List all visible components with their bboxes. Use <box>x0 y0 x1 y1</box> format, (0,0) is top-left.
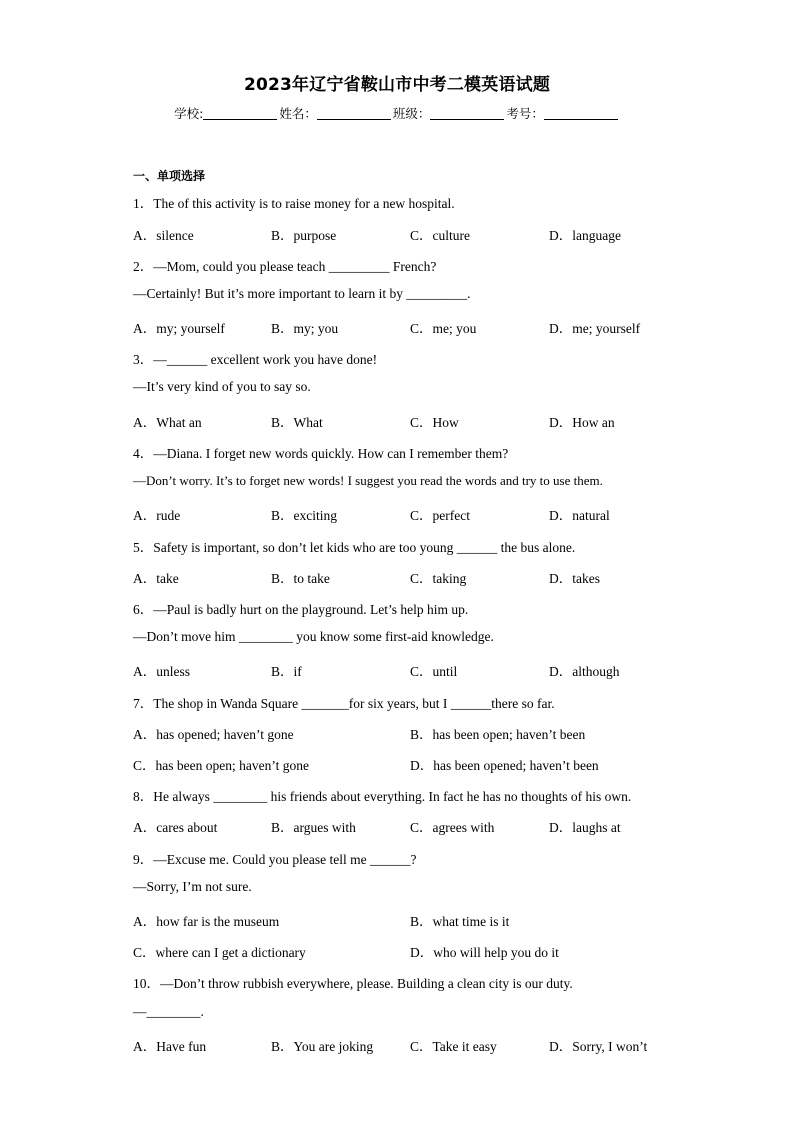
question-2-option-a[interactable]: A．my; yourself <box>133 321 225 336</box>
name-blank[interactable] <box>317 107 391 120</box>
question-10-option-b[interactable]: B．You are joking <box>271 1039 374 1054</box>
question-8-option-d[interactable]: D．laughs at <box>549 820 621 835</box>
class-label: 班级： <box>392 106 431 121</box>
question-4-option-d[interactable]: D．natural <box>549 508 610 523</box>
question-6-stem: 6．—Paul is badly hurt on the playground. Let’s help him up. <box>133 602 469 617</box>
question-5-option-d[interactable]: D．takes <box>549 571 600 586</box>
question-9-option-a[interactable]: A．how far is the museum <box>133 914 280 929</box>
number-blank[interactable] <box>544 107 618 120</box>
question-5-option-c[interactable]: C．taking <box>410 571 467 586</box>
section-title: 一、单项选择 <box>133 169 206 183</box>
question-2-option-b[interactable]: B．my; you <box>271 321 339 336</box>
question-4-option-b[interactable]: B．exciting <box>271 508 337 523</box>
question-3-option-d[interactable]: D．How an <box>549 415 615 430</box>
question-9-reply: —Sorry, I’m not sure. <box>133 879 252 894</box>
school-label: 学校: <box>174 106 204 121</box>
question-2-option-c[interactable]: C．me; you <box>410 321 477 336</box>
question-8-stem: 8．He always ________ his friends about everything. In fact he has no thoughts of his own. <box>133 789 632 804</box>
question-3-option-c[interactable]: C．How <box>410 415 459 430</box>
question-10-reply: —________. <box>133 1004 204 1019</box>
question-6-option-b[interactable]: B．if <box>271 664 302 679</box>
question-6-option-a[interactable]: A．unless <box>133 664 190 679</box>
question-2-reply: —Certainly! But it’s more important to learn it by _________. <box>133 286 471 301</box>
question-1-stem: 1．The of this activity is to raise money for a new hospital. <box>133 196 455 211</box>
question-1-option-b[interactable]: B．purpose <box>271 228 337 243</box>
question-9-stem: 9．—Excuse me. Could you please tell me ______? <box>133 852 417 867</box>
name-label: 姓名： <box>279 106 317 121</box>
question-4-stem: 4．—Diana. I forget new words quickly. How can I remember them? <box>133 446 509 461</box>
question-5-option-b[interactable]: B．to take <box>271 571 330 586</box>
question-3-option-a[interactable]: A．What an <box>133 415 202 430</box>
question-8-option-a[interactable]: A．cares about <box>133 820 218 835</box>
number-label: 考号： <box>506 106 544 121</box>
question-8-option-b[interactable]: B．argues with <box>271 820 356 835</box>
student-info-row <box>0 104 794 122</box>
question-1-option-a[interactable]: A．silence <box>133 228 194 243</box>
question-7-option-d[interactable]: D．has been opened; haven’t been <box>410 758 599 773</box>
question-5-stem: 5．Safety is important, so don’t let kids who are too young ______ the bus alone. <box>133 540 576 555</box>
question-5-option-a[interactable]: A．take <box>133 571 179 586</box>
question-3-option-b[interactable]: B．What <box>271 415 323 430</box>
question-10-option-d[interactable]: D．Sorry, I won’t <box>549 1039 648 1054</box>
question-3-stem: 3．—______ excellent work you have done! <box>133 352 378 367</box>
school-blank[interactable] <box>203 107 277 120</box>
question-4-option-c[interactable]: C．perfect <box>410 508 470 523</box>
question-9-option-d[interactable]: D．who will help you do it <box>410 945 559 960</box>
question-6-option-d[interactable]: D．although <box>549 664 620 679</box>
question-8-option-c[interactable]: C．agrees with <box>410 820 495 835</box>
question-7-option-c[interactable]: C．has been open; haven’t gone <box>133 758 309 773</box>
class-blank[interactable] <box>430 107 504 120</box>
question-2-stem: 2．—Mom, could you please teach _________ French? <box>133 259 437 274</box>
question-1-option-d[interactable]: D．language <box>549 228 621 243</box>
question-10-option-c[interactable]: C．Take it easy <box>410 1039 497 1054</box>
question-7-stem: 7．The shop in Wanda Square _______for six years, but I ______there so far. <box>133 696 555 711</box>
question-7-option-a[interactable]: A．has opened; haven’t gone <box>133 727 294 742</box>
question-1-option-c[interactable]: C．culture <box>410 228 470 243</box>
question-9-option-b[interactable]: B．what time is it <box>410 914 510 929</box>
question-6-reply: —Don’t move him ________ you know some first-aid knowledge. <box>133 629 494 644</box>
question-2-option-d[interactable]: D．me; yourself <box>549 321 641 336</box>
question-6-option-c[interactable]: C．until <box>410 664 458 679</box>
question-4-option-a[interactable]: A．rude <box>133 508 181 523</box>
question-10-stem: 10．—Don’t throw rubbish everywhere, please. Building a clean city is our duty. <box>133 976 573 991</box>
page-title: 2023年辽宁省鞍山市中考二模英语试题 <box>243 75 551 95</box>
question-9-option-c[interactable]: C．where can I get a dictionary <box>133 945 306 960</box>
question-7-option-b[interactable]: B．has been open; haven’t been <box>410 727 586 742</box>
question-4-reply: —Don’t worry. It’s to forget new words! I suggest you read the words and try to use them. <box>133 473 603 488</box>
question-3-reply: —It’s very kind of you to say so. <box>133 379 311 394</box>
question-10-option-a[interactable]: A．Have fun <box>133 1039 207 1054</box>
